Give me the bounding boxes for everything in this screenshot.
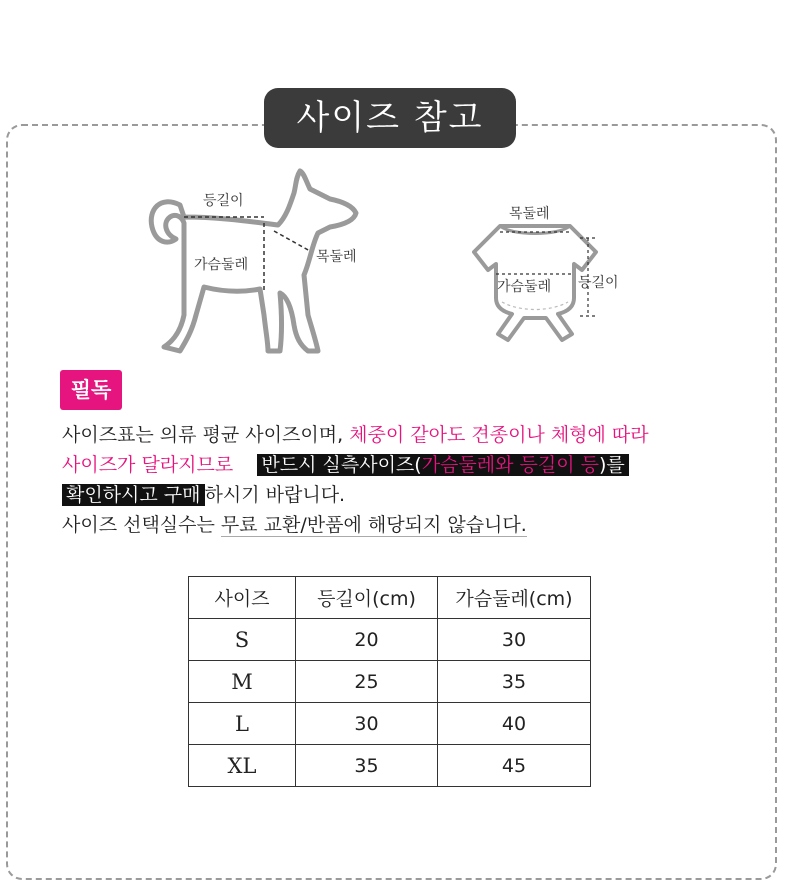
size-cell: M — [189, 661, 296, 703]
notice-emphasis-text: 체중이 같아도 견종이나 체형에 따라 — [349, 424, 649, 446]
notice-line-2 — [62, 450, 762, 480]
back-length-cell: 20 — [296, 619, 438, 661]
chest-cell: 30 — [438, 619, 591, 661]
table-row — [189, 661, 591, 703]
size-cell: XL — [189, 745, 296, 787]
notice-text: 사이즈표는 의류 평균 사이즈이며, — [62, 424, 350, 446]
notice-line-3 — [62, 480, 762, 510]
page-title: 사이즈 참고 — [264, 88, 516, 148]
size-notice-text — [62, 420, 762, 540]
table-row — [189, 703, 591, 745]
must-read-badge: 필독 — [60, 370, 122, 410]
notice-text: 사이즈 선택실수는 — [62, 514, 221, 536]
notice-highlight-text: )를 — [598, 454, 625, 476]
chest-cell: 45 — [438, 745, 591, 787]
dog-chest-label: 가슴둘레 — [194, 257, 249, 273]
column-header-size: 사이즈 — [189, 577, 296, 619]
table-row — [189, 619, 591, 661]
size-cell: L — [189, 703, 296, 745]
table-header-row — [189, 577, 591, 619]
column-header-chest: 가슴둘레(cm) — [438, 577, 591, 619]
notice-line-1 — [62, 420, 762, 450]
notice-highlight-text: 반드시 실측사이즈( — [261, 454, 422, 476]
notice-line-4 — [62, 510, 762, 540]
chest-cell: 40 — [438, 703, 591, 745]
clothes-back-length-label: 등길이 — [578, 275, 619, 291]
notice-highlight-text: 확인하시고 구매 — [62, 484, 205, 506]
dog-neck-label: 목둘레 — [316, 249, 357, 265]
column-header-back-length: 등길이(cm) — [296, 577, 438, 619]
notice-highlight — [257, 454, 628, 476]
notice-text: 하시기 바랍니다. — [204, 484, 346, 506]
clothes-neck-label: 목둘레 — [509, 206, 550, 222]
notice-underlined-text: 무료 교환/반품에 해당되지 않습니다. — [220, 514, 527, 536]
notice-highlight-pink-text: 가슴둘레와 등길이 등 — [421, 454, 599, 476]
size-cell: S — [189, 619, 296, 661]
table-row — [189, 745, 591, 787]
notice-emphasis-text: 사이즈가 달라지므로 — [62, 454, 234, 476]
back-length-cell: 25 — [296, 661, 438, 703]
back-length-cell: 30 — [296, 703, 438, 745]
dog-back-length-label: 등길이 — [203, 193, 244, 209]
chest-cell: 35 — [438, 661, 591, 703]
size-table — [188, 576, 591, 787]
back-length-cell: 35 — [296, 745, 438, 787]
clothes-chest-label: 가슴둘레 — [497, 279, 552, 295]
